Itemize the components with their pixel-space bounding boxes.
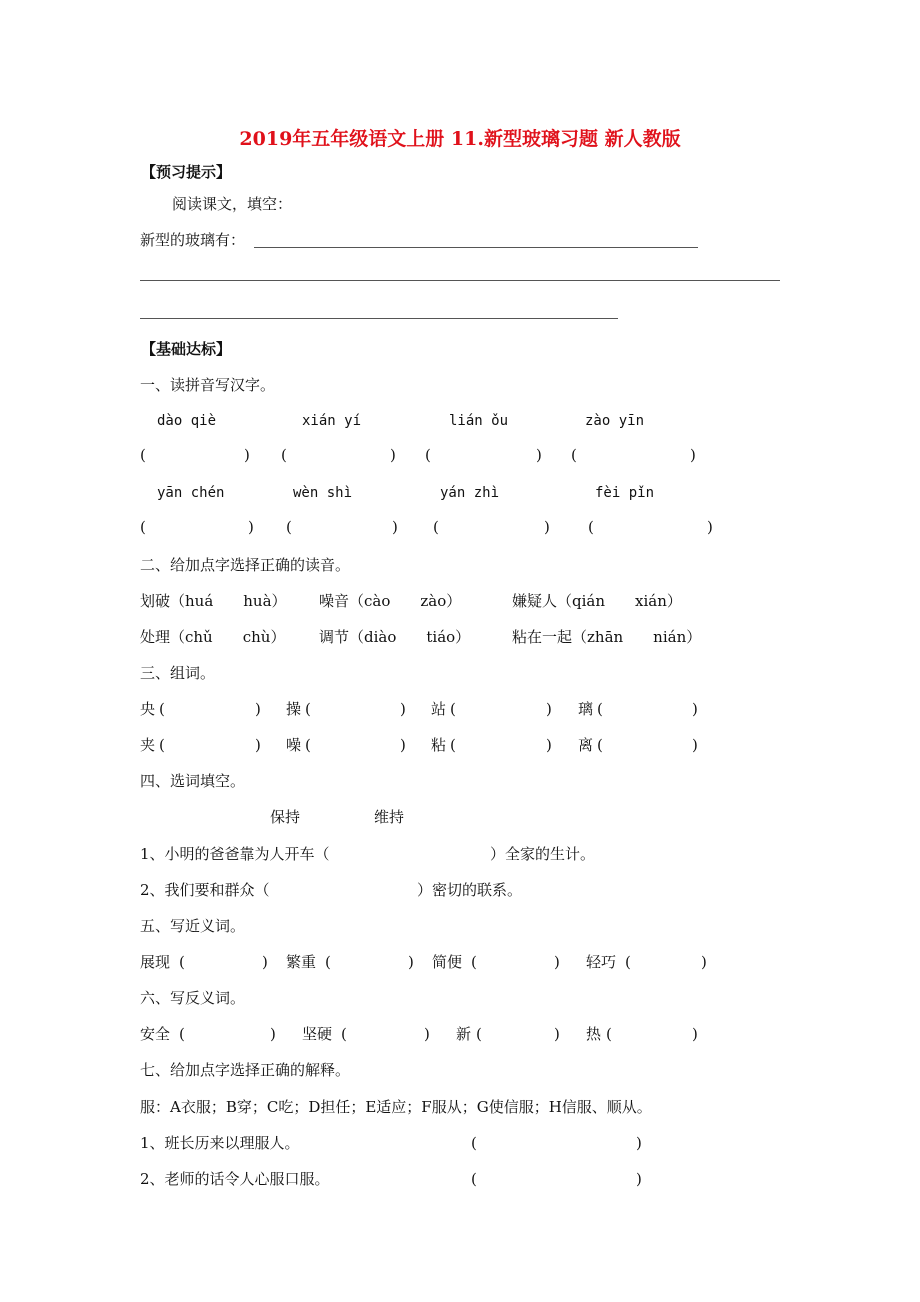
paren-close: ) [546, 736, 552, 754]
paren-close: ) [692, 700, 698, 718]
q6-title: 六、写反义词。 [140, 989, 246, 1007]
q5-word: 展现 [140, 953, 171, 971]
q1-pinyin: zào yīn [585, 413, 645, 429]
paren-close: ) [546, 700, 552, 718]
preview-heading: 【预习提示】 [141, 163, 232, 181]
q1-title: 一、读拼音写汉字。 [140, 376, 276, 394]
paren-open: ( [571, 446, 577, 464]
paren-open: ( [159, 736, 165, 754]
paren-close: ) [392, 518, 398, 536]
q2-item: 划破（huá huà） [140, 592, 287, 610]
paren-open: ( [305, 736, 311, 754]
q6-word: 坚硬 [302, 1025, 333, 1043]
paren-close: ) [636, 1170, 642, 1188]
paren-close: ) [408, 953, 414, 971]
paren-close: ) [390, 446, 396, 464]
answer-line-1[interactable] [254, 247, 698, 248]
q1-pinyin: yān chén [157, 485, 225, 501]
q5-word: 繁重 [286, 953, 317, 971]
q5-title: 五、写近义词。 [140, 917, 246, 935]
q2-item: 处理（chǔ chù） [140, 628, 286, 646]
answer-line-2[interactable] [140, 280, 780, 281]
basics-heading: 【基础达标】 [141, 340, 232, 358]
paren-open: ( [140, 446, 146, 464]
paren-close: ) [255, 700, 261, 718]
q3-char: 离 [578, 736, 594, 754]
paren-open: ( [471, 953, 477, 971]
q6-word: 安全 [140, 1025, 171, 1043]
paren-close: ) [554, 1025, 560, 1043]
q6-word: 新 [456, 1025, 472, 1043]
paren-open: ( [597, 736, 603, 754]
paren-close: ) [536, 446, 542, 464]
q7-title: 七、给加点字选择正确的解释。 [140, 1061, 351, 1079]
q3-char: 操 [286, 700, 302, 718]
q3-char: 站 [431, 700, 447, 718]
q3-char: 央 [140, 700, 156, 718]
q4-sentence-1-end: ）全家的生计。 [490, 845, 596, 863]
paren-close: ) [400, 700, 406, 718]
paren-open: ( [471, 1170, 477, 1188]
paren-open: ( [305, 700, 311, 718]
q1-pinyin: wèn shì [293, 485, 353, 501]
q3-title: 三、组词。 [140, 664, 216, 682]
q3-char: 夹 [140, 736, 156, 754]
paren-open: ( [625, 953, 631, 971]
paren-open: ( [140, 518, 146, 536]
paren-close: ) [701, 953, 707, 971]
paren-close: ) [262, 953, 268, 971]
q4-word: 保持 [270, 808, 301, 826]
q4-sentence-2-end: ）密切的联系。 [417, 881, 523, 899]
paren-close: ) [244, 446, 250, 464]
preview-prompt: 新型的玻璃有： [140, 231, 246, 249]
q3-char: 粘 [431, 736, 447, 754]
paren-open: ( [450, 736, 456, 754]
q7-sentence-2: 2、老师的话令人心服口服。 [140, 1170, 330, 1188]
paren-open: ( [179, 1025, 185, 1043]
paren-open: ( [159, 700, 165, 718]
q1-pinyin: dào qiè [157, 413, 217, 429]
q3-char: 噪 [286, 736, 302, 754]
q4-title: 四、选词填空。 [140, 772, 246, 790]
q2-title: 二、给加点字选择正确的读音。 [140, 556, 351, 574]
paren-open: ( [341, 1025, 347, 1043]
paren-close: ) [554, 953, 560, 971]
q1-pinyin: lián ǒu [449, 413, 509, 429]
paren-open: ( [179, 953, 185, 971]
paren-close: ) [400, 736, 406, 754]
paren-close: ) [424, 1025, 430, 1043]
q2-item: 粘在一起（zhān nián） [512, 628, 702, 646]
paren-open: ( [433, 518, 439, 536]
paren-close: ) [690, 446, 696, 464]
q1-pinyin: xián yí [302, 413, 362, 429]
document-title: 2019年五年级语文上册 11.新型玻璃习题 新人教版 [239, 128, 681, 150]
preview-instruction: 阅读课文，填空： [172, 195, 293, 213]
q1-pinyin: fèi pǐn [595, 485, 655, 501]
paren-open: ( [471, 1134, 477, 1152]
paren-open: ( [286, 518, 292, 536]
paren-close: ) [636, 1134, 642, 1152]
paren-close: ) [707, 518, 713, 536]
paren-close: ) [692, 1025, 698, 1043]
paren-open: ( [281, 446, 287, 464]
q5-word: 简便 [432, 953, 463, 971]
q4-word: 维持 [374, 808, 405, 826]
q4-sentence-1-start: 1、小明的爸爸靠为人开车（ [140, 845, 330, 863]
paren-open: ( [476, 1025, 482, 1043]
q3-char: 璃 [578, 700, 594, 718]
paren-close: ) [248, 518, 254, 536]
q2-item: 噪音（cào zào） [319, 592, 462, 610]
paren-open: ( [450, 700, 456, 718]
q2-item: 调节（diào tiáo） [319, 628, 471, 646]
q2-item: 嫌疑人（qián xián） [512, 592, 682, 610]
q7-sentence-1: 1、班长历来以理服人。 [140, 1134, 300, 1152]
paren-close: ) [692, 736, 698, 754]
paren-close: ) [270, 1025, 276, 1043]
q1-pinyin: yán zhì [440, 485, 500, 501]
paren-open: ( [597, 700, 603, 718]
q7-definitions: 服：A衣服；B穿；C吃；D担任；E适应；F服从；G使信服；H信服、顺从。 [140, 1098, 652, 1116]
paren-open: ( [325, 953, 331, 971]
paren-open: ( [606, 1025, 612, 1043]
q6-word: 热 [586, 1025, 602, 1043]
paren-open: ( [425, 446, 431, 464]
q5-word: 轻巧 [586, 953, 617, 971]
paren-close: ) [544, 518, 550, 536]
q4-sentence-2-start: 2、我们要和群众（ [140, 881, 270, 899]
paren-open: ( [588, 518, 594, 536]
paren-close: ) [255, 736, 261, 754]
answer-line-3[interactable] [140, 318, 618, 319]
